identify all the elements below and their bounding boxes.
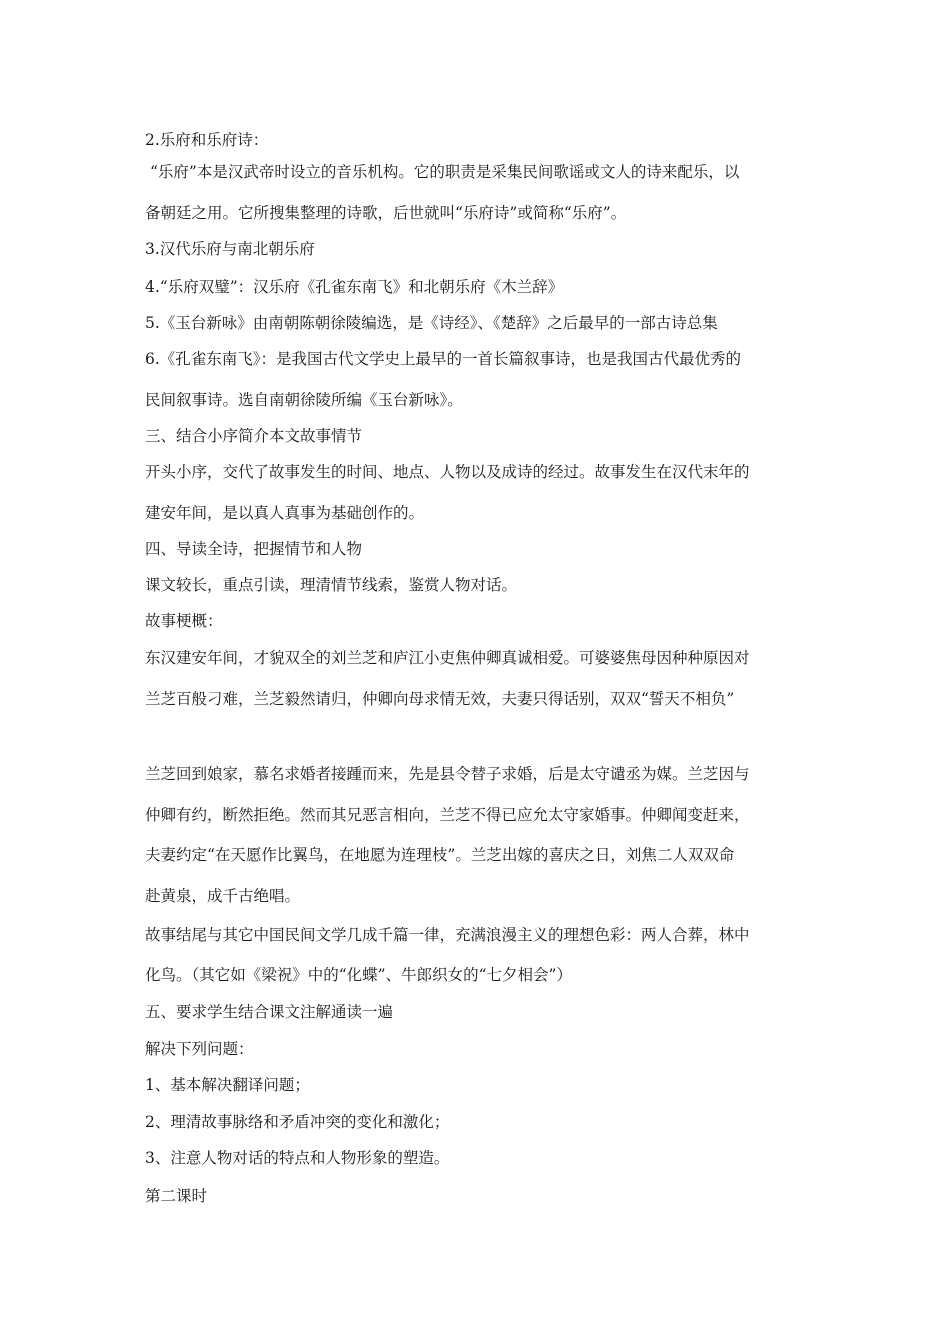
list-item: 2、理清故事脉络和矛盾冲突的变化和激化； [145,1113,450,1131]
subheading: 解决下列问题： [145,1040,254,1058]
list-item: 6.《孔雀东南飞》：是我国古代文学史上最早的一首长篇叙事诗，也是我国古代最优秀的 [145,350,742,368]
list-item: 5.《玉台新咏》由南朝陈朝徐陵编选，是《诗经》、《楚辞》之后最早的一部古诗总集 [145,314,718,332]
paragraph-line: 东汉建安年间，才貌双全的刘兰芝和庐江小吏焦仲卿真诚相爱。可婆婆焦母因种种原因对 [145,649,750,667]
section-heading: 五、要求学生结合课文注解通读一遍 [145,1003,394,1021]
section-heading: 三、结合小序简介本文故事情节 [145,427,363,445]
subheading: 故事梗概： [145,612,223,630]
paragraph-line: “乐府”本是汉武帝时设立的音乐机构。它的职责是采集民间歌谣或文人的诗来配乐，以 [150,163,740,181]
paragraph-line: 兰芝回到娘家，慕名求婚者接踵而来，先是县令替子求婚，后是太守谴丞为媒。兰芝因与 [145,765,750,783]
heading-yuefu: 2.乐府和乐府诗： [145,131,269,149]
paragraph-line: 兰芝百般刁难，兰芝毅然请归，仲卿向母求情无效，夫妻只得话别，双双“誓天不相负” [145,690,735,708]
section-heading: 第二课时 [145,1187,208,1205]
list-item: 4.“乐府双璧”：汉乐府《孔雀东南飞》和北朝乐府《木兰辞》 [145,278,564,296]
paragraph-line: 夫妻约定“在天愿作比翼鸟，在地愿为连理枝”。兰芝出嫁的喜庆之日，刘焦二人双双命 [145,846,735,864]
paragraph-line: 备朝廷之用。它所搜集整理的诗歌，后世就叫“乐府诗”或简称“乐府”。 [145,204,627,222]
paragraph-line: 故事结尾与其它中国民间文学几成千篇一律，充满浪漫主义的理想色彩：两人合葬，林中 [145,926,750,944]
paragraph-line: 课文较长，重点引读，理清情节线索，鉴赏人物对话。 [145,576,518,594]
list-item: 3.汉代乐府与南北朝乐府 [145,240,315,258]
paragraph-line: 民间叙事诗。选自南朝徐陵所编《玉台新咏》。 [145,391,463,409]
list-item: 1、基本解决翻译问题； [145,1076,310,1094]
paragraph-line: 化鸟。（其它如《梁祝》中的“化蝶”、牛郎织女的“七夕相会”） [145,966,572,984]
paragraph-line: 建安年间，是以真人真事为基础创作的。 [145,504,425,522]
list-item: 3、注意人物对话的特点和人物形象的塑造。 [145,1149,450,1167]
paragraph-line: 赴黄泉，成千古绝唱。 [145,887,301,905]
paragraph-line: 仲卿有约，断然拒绝。然而其兄恶言相向，兰芝不得已应允太守家婚事。仲卿闻变赶来， [145,806,750,824]
paragraph-line: 开头小序，交代了故事发生的时间、地点、人物以及成诗的经过。故事发生在汉代末年的 [145,463,750,481]
section-heading: 四、导读全诗，把握情节和人物 [145,540,363,558]
